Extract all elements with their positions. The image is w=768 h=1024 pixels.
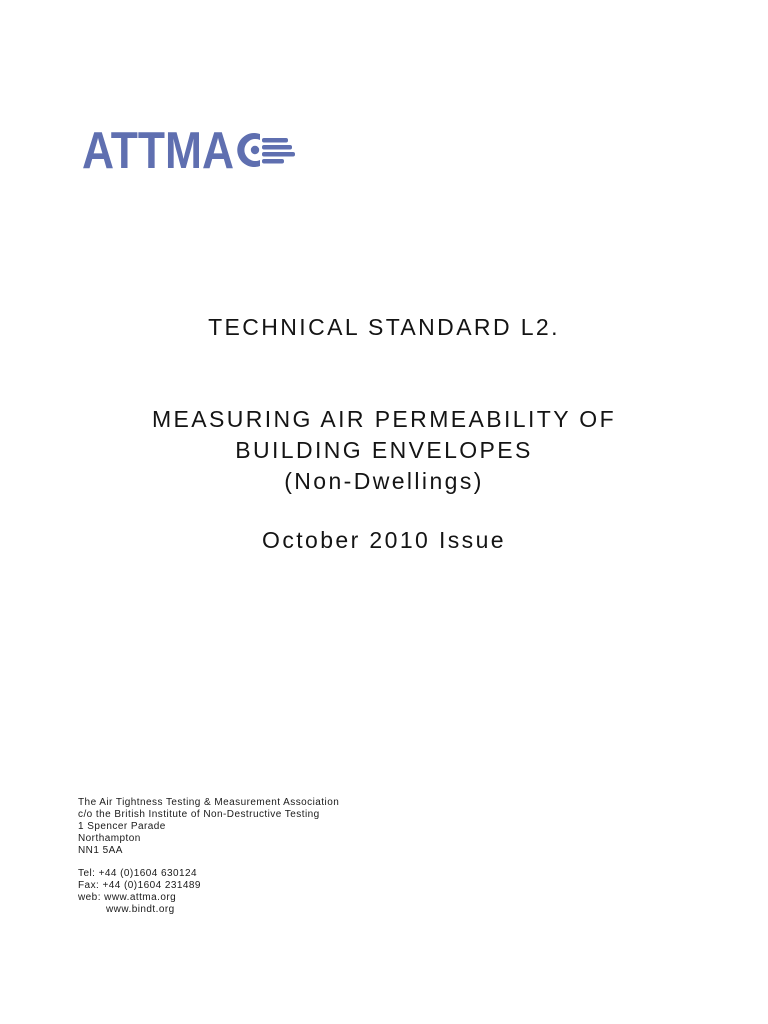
fax-line: Fax: +44 (0)1604 231489: [78, 880, 201, 892]
town-line: Northampton: [78, 832, 141, 844]
web-line-attma: web: www.attma.org: [78, 892, 177, 904]
title-line-3: (Non-Dwellings): [284, 468, 484, 494]
street-line: 1 Spencer Parade: [78, 820, 166, 832]
document-title: [0, 404, 768, 497]
attma-logo-icon: [82, 124, 296, 172]
address-spacer: [78, 857, 339, 869]
standard-number: TECHNICAL STANDARD L2.: [208, 314, 560, 340]
postcode-line: NN1 5AA: [78, 844, 123, 856]
issue-text: October 2010 Issue: [262, 527, 506, 553]
standard-heading: [0, 314, 768, 341]
attma-logo: [82, 124, 296, 172]
contact-address: [78, 797, 339, 916]
title-line-2: BUILDING ENVELOPES: [235, 437, 533, 463]
issue-date: [0, 527, 768, 554]
organisation-name: The Air Tightness Testing & Measurement Association: [78, 797, 340, 808]
telephone-line: Tel: +44 (0)1604 630124: [78, 868, 198, 880]
logo-wordmark: ATTMA: [82, 124, 234, 172]
care-of-line: c/o the British Institute of Non-Destructive Testing: [78, 808, 320, 820]
logo-swirl-icon: [237, 133, 295, 167]
title-line-1: MEASURING AIR PERMEABILITY OF: [151, 406, 617, 432]
web-line-bindt: www.bindt.org: [106, 904, 175, 916]
